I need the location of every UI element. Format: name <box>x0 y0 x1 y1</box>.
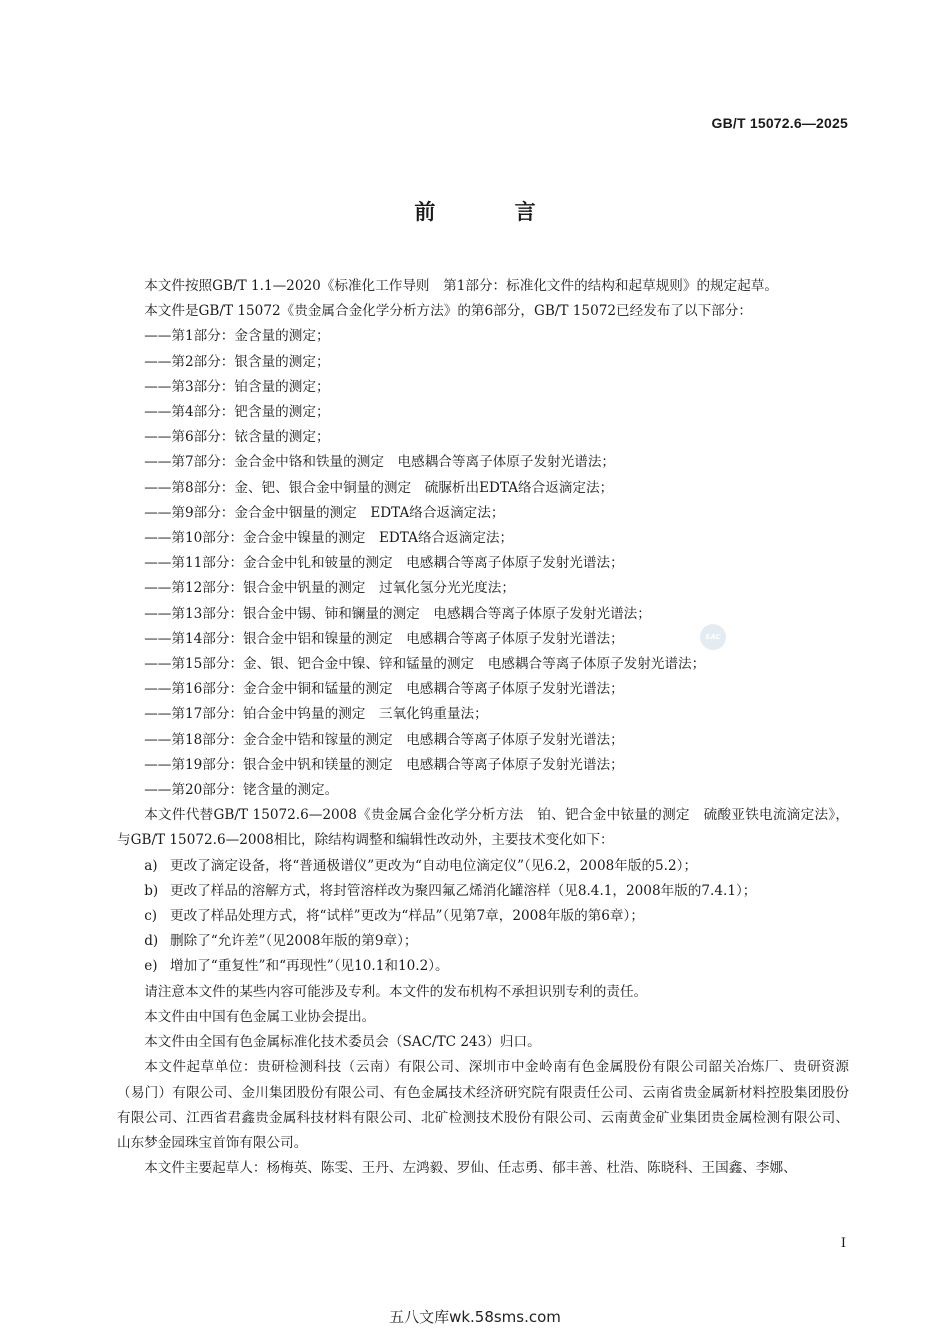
part-list-item: ——第7部分：金合金中铬和铁量的测定 电感耦合等离子体原子发射光谱法； <box>144 454 616 471</box>
change-text: 更改了样品处理方式，将“试样”更改为“样品”（见第7章，2008年版的第6章）； <box>170 908 644 925</box>
replacement-paragraph: 本文件代替GB/T 15072.6—2008《贵金属合金化学分析方法 铂、钯合金中铱量的测定 硫酸亚铁电流滴定法》，与GB/T 15072.6—2008相比，除结构调整和编辑性改动外，主要技术变化如下： <box>117 807 849 849</box>
change-text: 删除了“允许差”（见2008年版的第9章）； <box>170 933 418 950</box>
standard-code: GB/T 15072.6—2025 <box>711 115 848 131</box>
change-marker: a) <box>144 857 158 874</box>
change-marker: d) <box>144 933 159 950</box>
part-list-item: ——第8部分：金、钯、银合金中铜量的测定 硫脲析出EDTA络合返滴定法； <box>144 479 614 496</box>
change-text: 更改了样品的溶解方式，将封管溶样改为聚四氟乙烯消化罐溶样（见8.4.1，2008年版的7.4.1）； <box>170 882 757 899</box>
part-list-item: ——第3部分：铂含量的测定； <box>144 378 330 395</box>
intro-paragraph: 本文件按照GB/T 1.1—2020《标准化工作导则 第1部分：标准化文件的结构和起草规则》的规定起草。 <box>144 278 779 294</box>
change-item <box>117 904 849 929</box>
change-item <box>117 929 849 954</box>
drafters-paragraph: 本文件主要起草人：杨梅英、陈雯、王丹、左鸿毅、罗仙、任志勇、郁丰善、杜浩、陈晓科、王国鑫、李娜、 <box>144 1160 797 1177</box>
page-number: I <box>840 1236 846 1251</box>
part-list-item: ——第13部分：银合金中锡、铈和镧量的测定 电感耦合等离子体原子发射光谱法； <box>144 605 651 622</box>
proposer-paragraph: 本文件由中国有色金属工业协会提出。 <box>144 1008 376 1025</box>
change-marker: b) <box>144 882 159 899</box>
part-list-item: ——第2部分：银含量的测定； <box>144 353 330 370</box>
change-text: 更改了滴定设备，将“普通极谱仪”更改为“自动电位滴定仪”（见6.2，2008年版的5.2）； <box>170 857 698 874</box>
document-body <box>117 274 849 1181</box>
change-text: 增加了“重复性”和“再现性”（见10.1和10.2）。 <box>170 958 449 975</box>
drafting-units-paragraph: 本文件起草单位：贵研检测科技（云南）有限公司、深圳市中金岭南有色金属股份有限公司韶关冶炼厂、贵研资源（易门）有限公司、金川集团股份有限公司、有色金属技术经济研究院有限责任公司、云南省贵金属新材料控股集团股份有限公司、江西省君鑫贵金属科技材料有限公司、北矿检测技术股份有限公司、云南黄金矿业集团贵金属检测有限公司、山东梦金园珠宝首饰有限公司。 <box>117 1059 849 1151</box>
part-list-item: ——第20部分：铑含量的测定。 <box>144 782 339 799</box>
part-list-item: ——第15部分：金、银、钯合金中镍、锌和锰量的测定 电感耦合等离子体原子发射光谱法； <box>144 656 706 673</box>
sac-logo: SAC <box>700 624 726 650</box>
part-list-item: ——第9部分：金合金中铟量的测定 EDTA络合返滴定法； <box>144 504 505 521</box>
change-item <box>117 879 849 904</box>
patent-notice: 请注意本文件的某些内容可能涉及专利。本文件的发布机构不承担识别专利的责任。 <box>144 983 648 1000</box>
part-list-item: ——第10部分：金合金中镍量的测定 EDTA络合返滴定法； <box>144 530 514 547</box>
part-list-item: ——第12部分：银合金中钒量的测定 过氧化氢分光光度法； <box>144 580 515 597</box>
change-item <box>117 954 849 979</box>
part-list-item: ——第16部分：金合金中铜和锰量的测定 电感耦合等离子体原子发射光谱法； <box>144 681 624 698</box>
part-list-item: ——第18部分：金合金中锆和镓量的测定 电感耦合等离子体原子发射光谱法； <box>144 731 624 748</box>
part-list-item: ——第14部分：银合金中铝和镍量的测定 电感耦合等离子体原子发射光谱法； <box>144 630 624 647</box>
part-list-item: ——第1部分：金含量的测定； <box>144 328 330 345</box>
part-list-item: ——第11部分：金合金中钆和铍量的测定 电感耦合等离子体原子发射光谱法； <box>144 555 624 572</box>
change-item <box>117 854 849 879</box>
part-list-item: ——第4部分：钯含量的测定； <box>144 404 330 421</box>
intro-paragraph: 本文件是GB/T 15072《贵金属合金化学分析方法》的第6部分，GB/T 15072已经发布了以下部分： <box>144 303 752 320</box>
change-marker: c) <box>144 908 158 925</box>
page-title: 前 言 <box>414 200 572 224</box>
part-list-item: ——第17部分：铂合金中钨量的测定 三氧化钨重量法； <box>144 706 488 723</box>
part-list-item: ——第6部分：铱含量的测定； <box>144 429 330 446</box>
change-marker: e) <box>144 958 158 975</box>
part-list-item: ——第19部分：银合金中钒和镁量的测定 电感耦合等离子体原子发射光谱法； <box>144 756 624 773</box>
footer-watermark: 五八文库wk.58sms.com <box>389 1308 561 1326</box>
committee-paragraph: 本文件由全国有色金属标准化技术委员会（SAC/TC 243）归口。 <box>144 1034 541 1051</box>
